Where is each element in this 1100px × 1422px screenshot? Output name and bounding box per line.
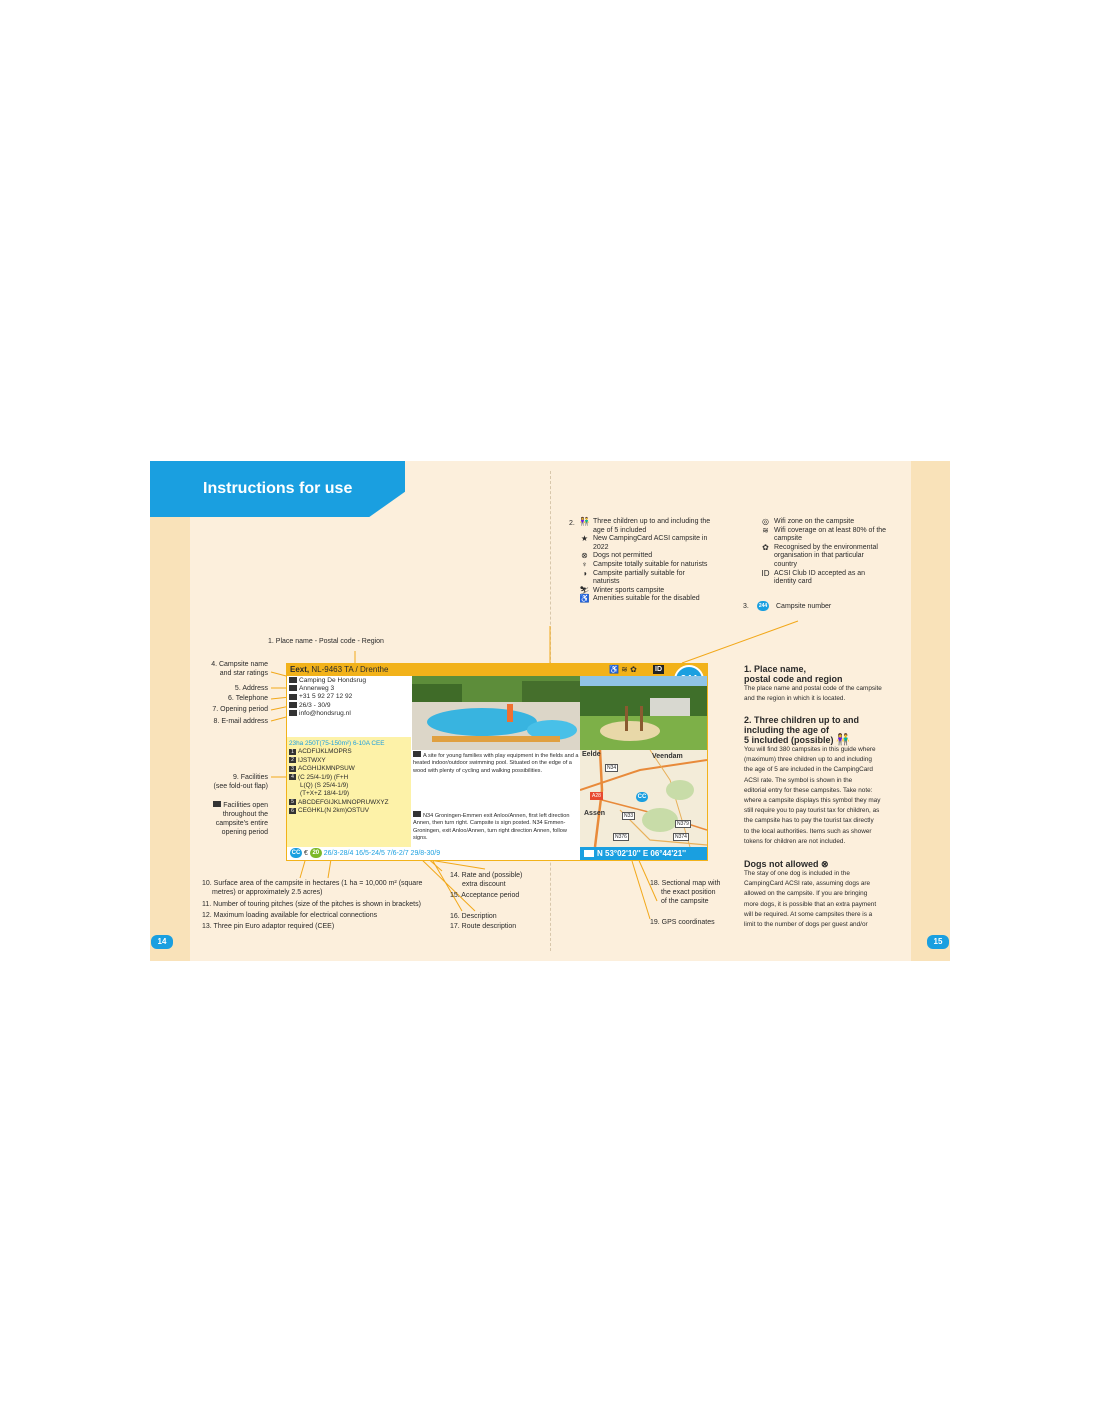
legend-item-text: Recognised by the environmental organisation in that particular country	[774, 543, 878, 568]
map-road-n376: N376	[615, 834, 627, 840]
callout-email: 8. E-mail address	[213, 718, 268, 725]
description-icon	[413, 751, 421, 757]
skier-icon: ⛷	[579, 585, 590, 595]
brochure-spread	[150, 461, 950, 961]
facility-row: 6 CEGHKL(N 2km)OSTUV	[289, 807, 389, 815]
callout-facilities: 9. Facilities (see fold-out flap)	[213, 774, 268, 790]
children-icon: 👫	[579, 517, 590, 526]
entry-address-row: Annerweg 3	[289, 685, 366, 693]
entry-description: A site for young families with play equipment in the fields and a heated indoor/outdoor swimming pool. Situated on the edge of a wood with plenty of cycling and walking possibilities.	[413, 753, 579, 774]
no-dogs-icon: ⊗	[821, 859, 829, 869]
entry-phone-row: +31 5 92 27 12 92	[289, 693, 366, 701]
partial-naturist-icon: ◑	[582, 568, 587, 578]
no-dogs-icon: ⊗	[581, 551, 588, 561]
facility-row: 5 ABCDEFGIJKLMNOPRUWXYZ	[289, 799, 389, 807]
tent-icon	[289, 677, 297, 683]
gps-bar: N 53°02'10'' E 06°44'21''	[580, 847, 707, 860]
legend-item-text: Dogs not permitted	[593, 552, 653, 560]
pool-photo	[412, 676, 580, 750]
section-place-name-body: The place name and postal code of the campsite and the region in which it is located.	[744, 685, 882, 703]
section-place-name	[744, 664, 906, 704]
facility-row: 2 IJSTWXY	[289, 757, 389, 765]
map-town-eelde: Eelde	[582, 751, 601, 758]
legend-marker-3: 3.	[743, 603, 749, 610]
map-campsite-marker: CC	[637, 794, 647, 800]
page-title: Instructions for use	[203, 480, 353, 497]
wheelchair-icon: ♿ ≋ ✿	[609, 665, 637, 674]
callout-cee: 13. Three pin Euro adaptor required (CEE)	[202, 923, 335, 930]
id-card-icon: ID	[761, 568, 770, 578]
callout-gps: 19. GPS coordinates	[650, 919, 715, 926]
facility-number: 4	[289, 774, 296, 780]
id-card-icon: ID	[655, 666, 662, 673]
map-town-assen: Assen	[584, 810, 606, 817]
legend-item-text: Three children up to and including the age of 5 included	[593, 518, 711, 534]
wifi-icon: ≋	[762, 525, 769, 535]
phone-icon	[289, 694, 297, 700]
callout-facilities-open: Facilities open throughout the campsite's entire opening period	[190, 801, 268, 837]
entry-postal-region: NL-9463 TA / Drenthe	[311, 665, 389, 674]
key-icon	[213, 801, 221, 807]
map-road-n34: N34	[607, 765, 617, 771]
legend-item-text: Wifi zone on the campsite	[774, 518, 855, 525]
section-dogs-body: The stay of one dog is included in the CampingCard ACSI rate, assuming dogs are allowed on the campsite. If you are bringing more dogs, it is possible that an extra payment will be required. At some campsites there is a limit to the number of dogs per guest and/or	[744, 870, 877, 929]
map-road-n374: N374	[675, 834, 687, 840]
facility-row: L(Q) (S 25/4-1/9)	[300, 782, 349, 790]
entry-contact-block	[289, 677, 366, 718]
email-icon	[289, 710, 297, 716]
cc-badge: CC	[291, 850, 301, 857]
callout-campsite-name: 4. Campsite name and star ratings	[211, 661, 268, 677]
entry-email-row: info@hondsrug.nl	[289, 710, 366, 718]
legend-item-text: ACSI Club ID accepted as an identity card	[774, 569, 866, 586]
rate-badge: 20	[310, 848, 322, 858]
section-dogs	[744, 859, 906, 930]
callout-description: 16. Description	[450, 913, 497, 920]
facility-row: 3 ACGHIJKMNPSUW	[289, 765, 389, 773]
callout-route: 17. Route description	[450, 923, 517, 930]
legend-item-text: Amenities suitable for the disabled	[593, 595, 700, 603]
key-icon	[289, 702, 297, 708]
wifi-zone-icon: ◎	[762, 517, 769, 526]
campsite-number-legend-badge: 244	[758, 603, 768, 609]
rate-row: CC € 20 26/3-28/4 16/5-24/5 7/6-2/7 29/8-30/9	[291, 850, 441, 857]
legend-item-text: Campsite totally suitable for naturists	[593, 560, 708, 568]
acceptance-periods: 26/3-28/4 16/5-24/5 7/6-2/7 29/8-30/9	[323, 850, 441, 857]
facility-number: 5	[289, 799, 296, 805]
legend-item-text: New CampingCard ACSI campsite in 2022	[593, 535, 708, 551]
map-pin-icon	[584, 850, 594, 857]
size-line: 23ha 250T(75-150m²) 6-10A CEE	[289, 740, 385, 747]
entry-name-row: Camping De Hondsrug	[289, 677, 366, 685]
callout-address: 5. Address	[234, 685, 268, 692]
callout-opening-period: 7. Opening period	[212, 706, 268, 713]
callout-rate: 14. Rate and (possible) extra discount	[450, 872, 523, 888]
facility-row: 1 ACDFIJKLMOPRS	[289, 748, 389, 756]
callout-place-name: 1. Place name - Postal code - Region	[268, 638, 384, 645]
section-children	[744, 715, 906, 847]
new-badge-icon: ★	[580, 534, 589, 544]
section-place-name-title: 1. Place name, postal code and region	[744, 664, 843, 684]
facility-row: (T+X+Z 18/4-1/9)	[300, 790, 350, 798]
campsite-number-legend-label: Campsite number	[776, 603, 832, 610]
section-dogs-title: Dogs not allowed ⊗	[744, 859, 829, 869]
entry-header	[287, 664, 707, 676]
entry-period-row: 26/3 - 30/9	[289, 702, 366, 710]
naturist-icon: ♆	[581, 559, 588, 569]
page-number-left: 14	[151, 935, 173, 949]
route-icon	[413, 811, 421, 817]
callout-electric: 12. Maximum loading available for electrical connections	[202, 912, 378, 919]
callout-acceptance: 15. Acceptance period	[450, 892, 520, 899]
facilities-codes	[289, 740, 389, 816]
facility-number: 1	[289, 749, 296, 755]
callout-surface-area: 10. Surface area of the campsite in hectares (1 ha = 10,000 m² (square metres) or approximately 2.5 acres)	[202, 880, 423, 896]
facility-number: 2	[289, 757, 296, 763]
facility-row: 4 (C 25/4-1/9) (F+H	[289, 774, 389, 782]
wheelchair-icon: ♿	[579, 594, 590, 604]
legend-item-text: Campsite partially suitable for naturists	[593, 569, 685, 586]
legend-marker-2: 2.	[569, 520, 575, 527]
legend-item-text: Wifi coverage on at least 80% of the campsite	[774, 526, 887, 543]
page-number-right: 15	[927, 935, 949, 949]
entry-route: N34 Groningen-Emmen exit Anloo/Annen, first left direction Annen, then turn right. Campsite is sign posted. N34 Emmen-Groningen, exit Anloo/Annen, turn right direction Annen, follow signs.	[413, 813, 570, 842]
section-children-title: 2. Three children up to and including the age of 5 included (possible) 👫	[744, 715, 860, 746]
map-town-veendam: Veendam	[652, 753, 683, 760]
callout-touring-pitches: 11. Number of touring pitches (size of the pitches is shown in brackets)	[202, 901, 421, 908]
callout-map: 18. Sectional map with the exact position of the campsite	[650, 880, 721, 905]
sectional-map	[580, 750, 707, 847]
facility-number: 3	[289, 766, 296, 772]
address-icon	[289, 685, 297, 691]
campsite-entry	[286, 663, 708, 861]
map-road-a28: A28	[592, 793, 601, 799]
map-road-n379: N379	[677, 821, 689, 827]
children-icon: 👫	[836, 734, 850, 746]
flower-icon: ✿	[762, 542, 769, 552]
entry-place: Eext,	[290, 665, 310, 674]
map-road-n33: N33	[624, 813, 634, 819]
callout-telephone: 6. Telephone	[228, 695, 268, 702]
section-children-body: You will find 380 campsites in this guide where (maximum) three children up to and including the age of 5 are included in the CampingCard ACSI rate. The symbol is shown in the editorial entry for these campsites. Take note: where a campsite displays this symbol they may still require you to pay tourist tax for children, as the campsite has to pay the tourist tax directly to the local authorities. Items such as shower tokens for children are not included.	[744, 746, 881, 845]
playground-photo	[580, 676, 707, 750]
legend-item-text: Winter sports campsite	[593, 586, 665, 594]
facility-number: 6	[289, 808, 296, 814]
